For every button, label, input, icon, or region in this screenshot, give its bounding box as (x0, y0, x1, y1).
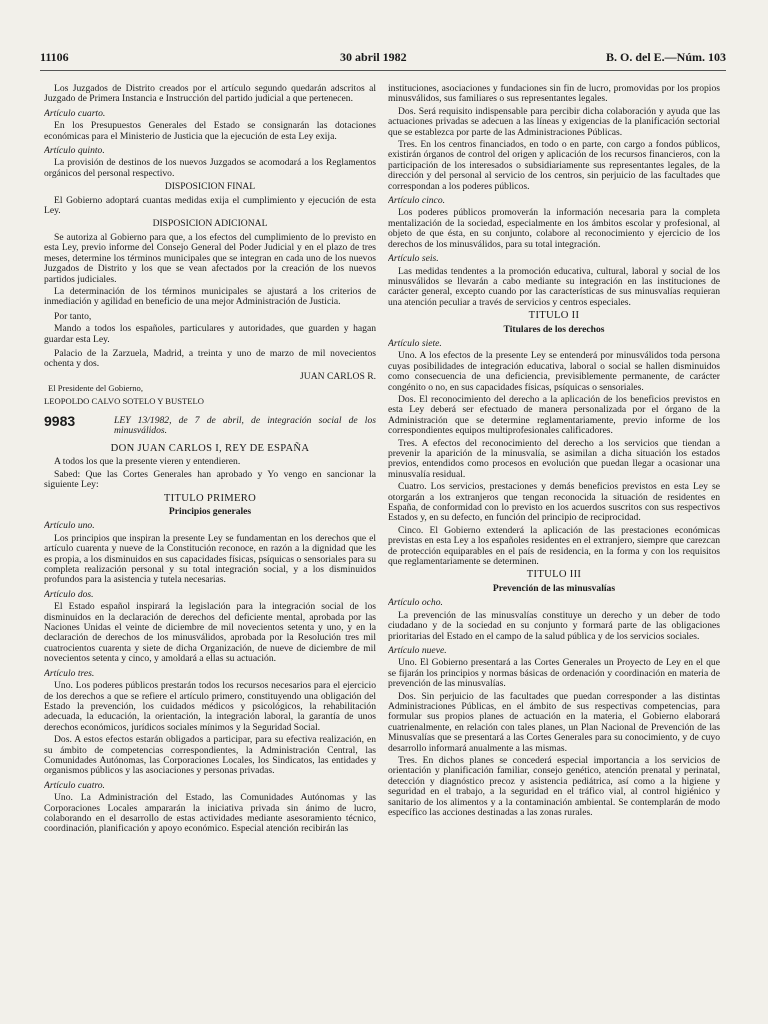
paragraph: Tres. En dichos planes se concederá especial importancia a los servicios de orientación y planificación familiar, consejo genético, atención prenatal y perinatal, detección y diagnóstico precoz y asistencia pediátrica, así como a la higiene y seguridad en el trabajo, a la seguridad en el tráfico vial, al control higiénico y sanitario de los alimentos y a la contaminación ambiental. Se contemplarán de modo específico las acciones destinadas a las zonas rurales. (388, 754, 720, 818)
article-heading: Artículo nueve. (388, 644, 447, 656)
article-heading: Artículo quinto. (44, 145, 105, 157)
paragraph: Los principios que inspiran la presente Ley se fundamentan en los derechos que el artículo cuarenta y nueve de la Constitución reconoce, en razón a la dignidad que les es propia, a los disminuidos en sus capacidades físicas, psíquicas o sensoriales para su completa realización personal y su total integración social, y a los disminuidos profundos para la asistencia y tutela necesarias. (44, 532, 376, 586)
page-number: 11106 (40, 50, 69, 64)
paragraph: A todos los que la presente vieren y entendieren. (54, 456, 241, 468)
law-number: 9983 (44, 412, 76, 429)
paragraph: Cuatro. Los servicios, prestaciones y demás beneficios previstos en esta Ley se otorgarán a los extranjeros que tengan reconocida la situación de residentes en España, de conformidad con lo previsto en los acuerdos suscritos con sus respectivos Estados y, en su defecto, en función del principio de reciprocidad. (388, 481, 720, 524)
article-heading: Artículo siete. (388, 337, 442, 349)
paragraph: Los poderes públicos promoverán la información necesaria para la completa mentalización de la sociedad, especialmente en los ámbitos escolar y profesional, al objeto de que ésta, en su conjunto, colabore al reconocimiento y ejercicio de los derechos de los minusválidos, para su total integración. (388, 207, 720, 250)
article-heading: Artículo tres. (44, 667, 95, 679)
law-entry (44, 412, 376, 438)
paragraph: La prevención de las minusvalías constituye un derecho y un deber de todo ciudadano y de la sociedad en su conjunto y formará parte de las obligaciones prioritarias del Estado en el campo de la salud pública y de los servicios sociales. (388, 609, 720, 642)
title-subheading: Prevención de las minusvalías (492, 582, 616, 594)
paragraph: La provisión de destinos de los nuevos Juzgados se acomodará a los Reglamentos orgánicos del personal respectivo. (44, 157, 376, 179)
left-column (44, 84, 376, 1019)
article-heading: Artículo cuatro. (44, 779, 105, 791)
paragraph: Tres. A efectos del reconocimiento del derecho a los servicios que tiendan a prevenir la aparición de la minusvalía, se asimilan a dicha situación los estados previos, entendidos como procesos en evolución que puedan llegar a ocasionar una minusvalía residual. (388, 437, 720, 480)
article-heading: Artículo uno. (44, 520, 95, 532)
paragraph: Los Juzgados de Distrito creados por el artículo segundo quedarán adscritos al Juzgado de Primera Instancia e Instrucción del partido judicial a que pertenecen. (44, 84, 376, 105)
section-heading: DISPOSICION ADICIONAL (152, 218, 268, 230)
paragraph: Uno. Los poderes públicos prestarán todos los recursos necesarios para el ejercicio de los derechos a que se refiere el artículo primero, constituyendo una obligación del Estado la prevención, los cuidados médicos y psicológicos, la rehabilitación adecuada, la educación, la orientación, la integración laboral, la garantía de unos derechos económicos, jurídicos sociales mínimos y la Seguridad Social. (44, 680, 376, 733)
right-column (388, 84, 720, 1019)
paragraph: Dos. Será requisito indispensable para percibir dicha colaboración y ayuda que las actuaciones privadas se adecuen a las líneas y exigencias de la planificación sectorial que se establezca por parte de las Administraciones Públicas. (388, 105, 720, 138)
paragraph: Por tanto, (54, 310, 92, 322)
paragraph: instituciones, asociaciones y fundaciones sin fin de lucro, promovidas por los propios minusválidos, sus familiares o sus representantes legales. (388, 84, 720, 105)
paragraph: Sabed: Que las Cortes Generales han aprobado y Yo vengo en sancionar la siguiente Ley: (44, 468, 376, 491)
paragraph: Dos. Sin perjuicio de las facultades que puedan corresponder a las distintas Administraciones Públicas, en el ámbito de sus respectivas competencias, para formular sus propios planes de actuación en la materia, el Gobierno elaborará cuatrienalmente, en relación con tales planes, un Plan Nacional de Prevención de las Minusvalías que se presentará a las Cortes Generales para su conocimiento, y de cuyo desarrollo informará anualmente a las mismas. (388, 690, 720, 754)
page-header (40, 50, 726, 66)
king-signature: JUAN CARLOS R. (300, 370, 376, 382)
paragraph: El Estado español inspirará la legislación para la integración social de los disminuidos en la declaración de derechos del deficiente mental, aprobada por las Naciones Unidas el veinte de diciembre de mil novecientos setenta y uno, y en la declaración de derechos de los minusválidos, aprobada por la Resolución tres mil cuatrocientos cuarenta y siete de dicha Organización, de nueve de diciembre de mil novecientos setenta y cinco, y amoldará a ellas su actuación. (44, 601, 376, 665)
article-heading: Artículo dos. (44, 588, 94, 600)
title-heading: TITULO III (526, 569, 582, 581)
paragraph: Las medidas tendentes a la promoción educativa, cultural, laboral y social de los minusválidos se llevarán a cabo mediante su integración en las instituciones de carácter general, excepto cuando por las características de sus minusvalías requieran una atención peculiar a través de servicios y centros especiales. (388, 265, 720, 308)
paragraph: Palacio de la Zarzuela, Madrid, a treinta y uno de marzo de mil novecientos ochenta y dos. (44, 347, 376, 370)
paragraph: Se autoriza al Gobierno para que, a los efectos del cumplimiento de lo previsto en esta Ley, previo informe del Consejo General del Poder Judicial y en el plazo de tres meses, determine los términos municipales que se integran en cada uno de los nuevos Juzgados de Distrito y los que se vean afectados por la creación de los nuevos partidos judiciales. (44, 231, 376, 285)
paragraph: El Gobierno adoptará cuantas medidas exija el cumplimiento y ejecución de esta Ley. (44, 194, 376, 217)
paragraph: Dos. A estos efectos estarán obligados a participar, para su efectiva realización, en su ámbito de competencias correspondientes, la Administración Central, las Comunidades Autónomas, las Corporaciones Locales, los Sindicatos, las entidades y organismos públicos y las asociaciones y personas privadas. (44, 734, 376, 777)
title-subheading: Principios generales (168, 506, 252, 517)
paragraph: Tres. En los centros financiados, en todo o en parte, con cargo a fondos públicos, existirán órganos de control del origen y aplicación de los recursos financieros, con la participación de los interesados o subsidiariamente sus representantes legales, de la dirección y del personal al servicio de los centros, sin perjuicio de las facultades que correspondan a los poderes públicos. (388, 139, 720, 192)
bulletin-issue: B. O. del E.—Núm. 103 (605, 50, 726, 64)
paragraph: En los Presupuestos Generales del Estado se consignarán las dotaciones económicas para el Ministerio de Justicia que la ejecución de esta Ley exija. (44, 120, 376, 142)
president-name: LEOPOLDO CALVO SOTELO Y BUSTELO (44, 395, 204, 406)
paragraph: Mando a todos los españoles, particulares y autoridades, que guarden y hagan guardar esta Ley. (44, 323, 376, 345)
title-subheading: Titulares de los derechos (503, 323, 605, 335)
king-header: DON JUAN CARLOS I, REY DE ESPAÑA (110, 442, 310, 454)
issue-date: 30 abril 1982 (340, 50, 407, 64)
paragraph: Uno. La Administración del Estado, las Comunidades Autónomas y las Corporaciones Locales ampararán la iniciativa privada sin ánimo de lucro, colaborando en el desarrollo de estas actividades mediante asesoramiento técnico, coordinación, planificación y apoyo económico. Especial atención recibirán las (44, 792, 376, 835)
paragraph: La determinación de los términos municipales se ajustará a los criterios de inmediación y agilidad en beneficio de una mejor Administración de Justicia. (44, 285, 376, 308)
paragraph: Uno. El Gobierno presentará a las Cortes Generales un Proyecto de Ley en el que se fijarán los principios y normas básicas de ordenación y coordinación en materia de prevención de las minusvalías. (388, 657, 720, 690)
title-heading: TITULO II (528, 310, 580, 322)
section-heading: DISPOSICION FINAL (164, 181, 256, 193)
paragraph: Dos. El reconocimiento del derecho a la aplicación de los beneficios previstos en esta Ley deberá ser efectuado de manera personalizada por el órgano de la Administración que se determine reglamentariamente, previo informe de los correspondientes equipos multiprofesionales calificadores. (388, 393, 720, 437)
article-heading: Artículo ocho. (388, 597, 443, 609)
president-title: El Presidente del Gobierno, (48, 383, 143, 394)
article-heading: Artículo seis. (388, 253, 439, 265)
title-heading: TITULO PRIMERO (163, 492, 257, 504)
paragraph: Cinco. El Gobierno extenderá la aplicación de las prestaciones económicas previstas en esta Ley a los españoles residentes en el extranjero, siempre que carezcan de protección equiparables en el país de residencia, en la forma y con los requisitos que reglamentariamente se determinen. (388, 524, 720, 568)
article-heading: Artículo cinco. (388, 195, 446, 207)
paragraph: Uno. A los efectos de la presente Ley se entenderá por minusválidos toda persona cuyas posibilidades de integración educativa, laboral o social se hallen disminuidos como consecuencia de una deficiencia, previsiblemente permanente, de carácter congénito o no, en sus capacidades físicas, psíquicas o sensoriales. (388, 350, 720, 393)
header-rule (40, 70, 726, 71)
article-heading: Artículo cuarto. (44, 107, 106, 119)
law-title: LEY 13/1982, de 7 de abril, de integración social de los minusválidos. (114, 414, 376, 437)
